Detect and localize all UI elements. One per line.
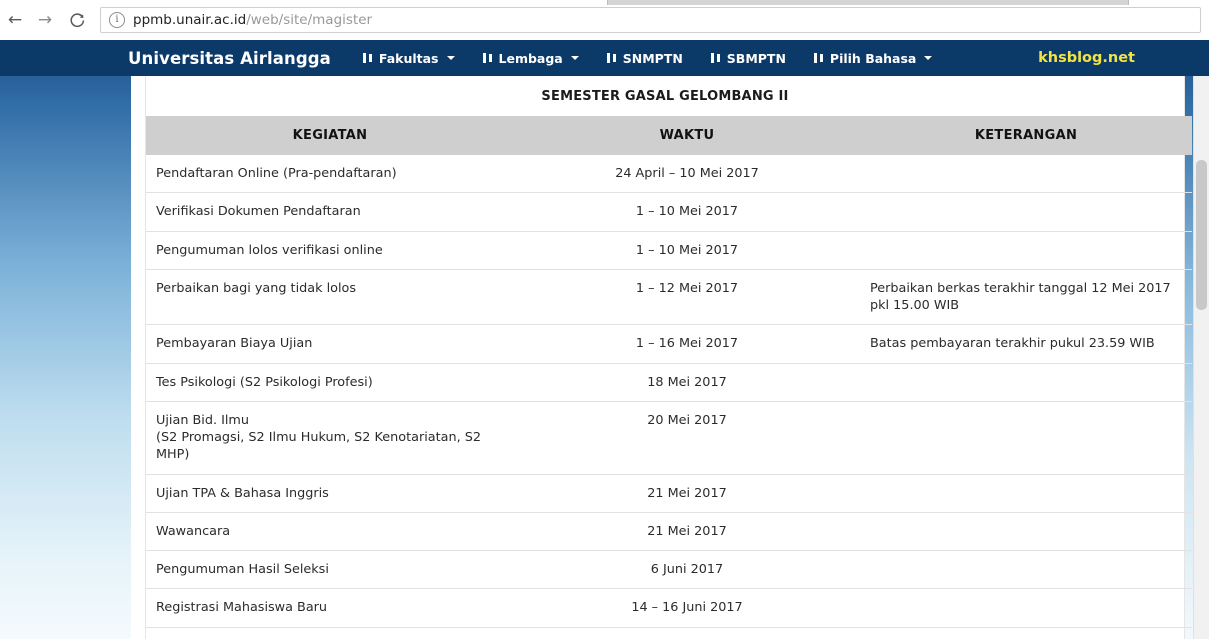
grid-icon <box>483 53 493 63</box>
cell-keterangan <box>860 512 1192 550</box>
nav-item-label: SNMPTN <box>622 50 683 66</box>
cell-kegiatan: Pengumuman Hasil Seleksi <box>146 551 514 589</box>
table-row <box>146 231 1192 269</box>
chevron-down-icon <box>924 56 932 60</box>
schedule-table <box>146 116 1192 628</box>
cell-waktu: 24 April – 10 Mei 2017 <box>514 155 860 193</box>
site-navbar <box>0 40 1209 76</box>
table-row <box>146 474 1192 512</box>
cell-waktu: 1 – 12 Mei 2017 <box>514 269 860 325</box>
page-viewport <box>0 40 1209 639</box>
cell-kegiatan: Verifikasi Dokumen Pendaftaran <box>146 193 514 231</box>
nav-item-label: Pilih Bahasa <box>829 50 917 66</box>
content-card <box>145 76 1185 639</box>
nav-item-lembaga[interactable] <box>469 40 593 76</box>
column-header-waktu: WAKTU <box>514 116 860 155</box>
table-row <box>146 155 1192 193</box>
nav-item-snmptn[interactable] <box>593 40 697 76</box>
cell-waktu: 20 Mei 2017 <box>514 401 860 474</box>
table-row <box>146 551 1192 589</box>
cell-waktu: 1 – 10 Mei 2017 <box>514 193 860 231</box>
cell-kegiatan-sub: (S2 Promagsi, S2 Ilmu Hukum, S2 Kenotariatan, S2 MHP) <box>156 430 481 463</box>
column-header-kegiatan: KEGIATAN <box>146 116 514 155</box>
cell-keterangan: Perbaikan berkas terakhir tanggal 12 Mei 2017 pkl 15.00 WIB <box>860 269 1192 325</box>
url-host: ppmb.unair.ac.id <box>133 12 247 28</box>
nav-item-label: SBMPTN <box>726 50 786 66</box>
cell-waktu: 21 Mei 2017 <box>514 474 860 512</box>
cell-waktu: 1 – 16 Mei 2017 <box>514 325 860 363</box>
site-brand[interactable]: Universitas Airlangga <box>128 48 331 68</box>
browser-tab-strip[interactable] <box>607 0 1129 5</box>
site-info-icon[interactable]: i <box>109 12 125 28</box>
table-row <box>146 325 1192 363</box>
cell-keterangan <box>860 589 1192 627</box>
cell-waktu: 14 – 16 Juni 2017 <box>514 589 860 627</box>
nav-item-label: Fakultas <box>378 50 439 66</box>
table-header-row <box>146 116 1192 155</box>
cell-waktu: 6 Juni 2017 <box>514 551 860 589</box>
back-arrow-icon[interactable]: ← <box>7 9 23 30</box>
cell-kegiatan: Perbaikan bagi yang tidak lolos <box>146 269 514 325</box>
chevron-down-icon <box>447 56 455 60</box>
cell-keterangan <box>860 363 1192 401</box>
nav-item-fakultas[interactable] <box>349 40 469 76</box>
cell-kegiatan: Registrasi Mahasiswa Baru <box>146 589 514 627</box>
url-text <box>133 12 372 28</box>
page-title: SEMESTER GASAL GELOMBANG II <box>541 89 789 104</box>
cell-waktu: 1 – 10 Mei 2017 <box>514 231 860 269</box>
grid-icon <box>607 53 617 63</box>
vertical-scrollbar[interactable] <box>1193 40 1209 639</box>
table-row <box>146 589 1192 627</box>
page-left-decoration <box>0 40 131 639</box>
cell-waktu: 18 Mei 2017 <box>514 363 860 401</box>
address-bar[interactable] <box>100 7 1201 33</box>
nav-item-label: Lembaga <box>498 50 563 66</box>
chevron-down-icon <box>571 56 579 60</box>
nav-item-sbmptn[interactable] <box>697 40 800 76</box>
cell-keterangan <box>860 231 1192 269</box>
cell-kegiatan: Pengumuman lolos verifikasi online <box>146 231 514 269</box>
column-header-keterangan: KETERANGAN <box>860 116 1192 155</box>
grid-icon <box>814 53 824 63</box>
cell-keterangan <box>860 401 1192 474</box>
cell-keterangan <box>860 551 1192 589</box>
cell-kegiatan-main: Ujian Bid. Ilmu <box>156 412 249 428</box>
grid-icon <box>363 53 373 63</box>
table-row <box>146 269 1192 325</box>
forward-arrow-icon[interactable]: → <box>37 9 53 30</box>
cell-keterangan <box>860 193 1192 231</box>
cell-keterangan: Batas pembayaran terakhir pukul 23.59 WIB <box>860 325 1192 363</box>
navbar-menu <box>349 40 946 76</box>
grid-icon <box>711 53 721 63</box>
cell-kegiatan <box>146 401 514 474</box>
cell-kegiatan: Pembayaran Biaya Ujian <box>146 325 514 363</box>
watermark-label: khsblog.net <box>1038 50 1135 66</box>
cell-waktu: 21 Mei 2017 <box>514 512 860 550</box>
url-path: /web/site/magister <box>246 12 373 28</box>
cell-kegiatan: Tes Psikologi (S2 Psikologi Profesi) <box>146 363 514 401</box>
nav-item-pilih-bahasa[interactable] <box>800 40 946 76</box>
cell-keterangan <box>860 155 1192 193</box>
table-row <box>146 512 1192 550</box>
cell-kegiatan: Pendaftaran Online (Pra-pendaftaran) <box>146 155 514 193</box>
table-row <box>146 363 1192 401</box>
table-row <box>146 193 1192 231</box>
cell-keterangan <box>860 474 1192 512</box>
table-row <box>146 401 1192 474</box>
reload-icon[interactable] <box>62 5 92 35</box>
scrollbar-thumb[interactable] <box>1196 160 1207 310</box>
browser-toolbar <box>0 0 1209 41</box>
cell-kegiatan: Wawancara <box>146 512 514 550</box>
cell-kegiatan: Ujian TPA & Bahasa Inggris <box>146 474 514 512</box>
